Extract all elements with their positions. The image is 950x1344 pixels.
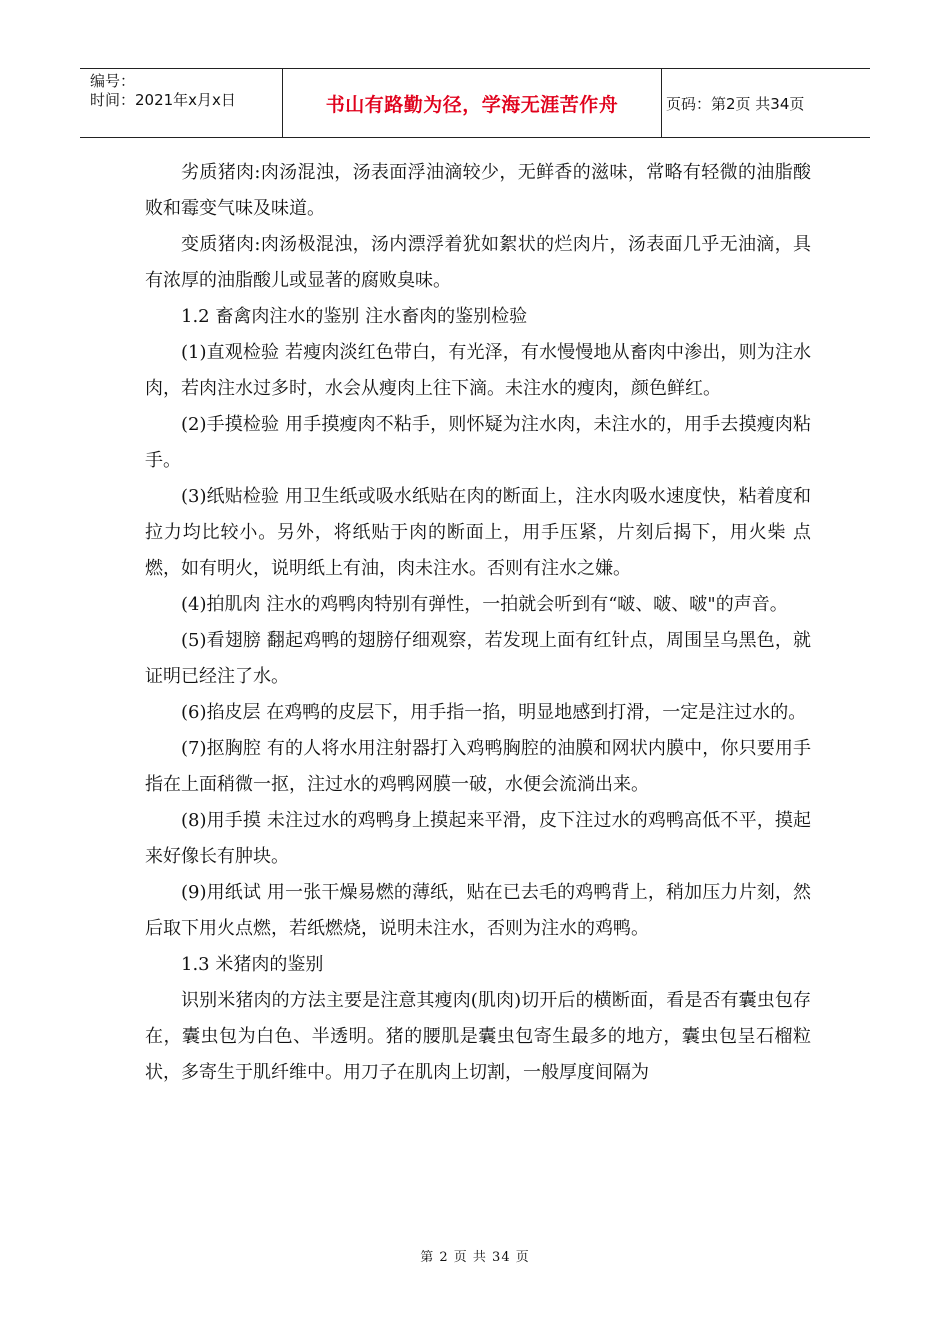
page-info: 页码：第2页 共34页 bbox=[666, 94, 805, 113]
paragraph-method-8: (8)用手摸 未注过水的鸡鸭身上摸起来平滑，皮下注过水的鸡鸭高低不平，摸起来好像长有肿块。 bbox=[145, 810, 811, 867]
paragraph-method-6: (6)掐皮层 在鸡鸭的皮层下，用手指一掐，明显地感到打滑，一定是注过水的。 bbox=[181, 702, 807, 723]
document-body bbox=[145, 155, 811, 1091]
paragraph-method-4: (4)拍肌肉 注水的鸡鸭肉特别有弹性，一拍就会听到有“啵、啵、啵"的声音。 bbox=[181, 594, 788, 615]
header-motto-cell bbox=[282, 69, 662, 137]
section-heading-1-2: 1.2 畜禽肉注水的鉴别 注水畜肉的鉴别检验 bbox=[181, 306, 528, 327]
paragraph-method-3: (3)纸贴检验 用卫生纸或吸水纸贴在肉的断面上，注水肉吸水速度快，粘着度和拉力均比较小。另外，将纸贴于肉的断面上，用手压紧，片刻后揭下，用火柴 点燃，如有明火，说明纸上有油，肉未注水。否则有注水之嫌。 bbox=[145, 486, 811, 579]
document-header bbox=[80, 68, 870, 138]
code-label: 编号： bbox=[90, 72, 136, 90]
paragraph-measly-pork: 识别米猪肉的方法主要是注意其瘦肉(肌肉)切开后的横断面，看是否有囊虫包存在，囊虫包为白色、半透明。猪的腰肌是囊虫包寄生最多的地方，囊虫包呈石榴粒 状，多寄生于肌纤维中。用刀子在肌肉上切割，一般厚度间隔为 bbox=[145, 990, 811, 1083]
motto-text: 书山有路勤为径，学海无涯苦作舟 bbox=[325, 93, 619, 116]
paragraph-method-1: (1)直观检验 若瘦肉淡红色带白，有光泽，有水慢慢地从畜肉中渗出，则为注水肉，若肉注水过多时，水会从瘦肉上往下滴。未注水的瘦肉，颜色鲜红。 bbox=[145, 342, 811, 399]
date-label: 时间：2021年x月x日 bbox=[90, 91, 236, 109]
section-heading-1-3: 1.3 米猪肉的鉴别 bbox=[181, 954, 324, 975]
page-footer: 第 2 页 共 34 页 bbox=[420, 1250, 530, 1265]
paragraph-method-2: (2)手摸检验 用手摸瘦肉不粘手，则怀疑为注水肉，未注水的，用手去摸瘦肉粘手。 bbox=[145, 414, 811, 471]
paragraph-method-7: (7)抠胸腔 有的人将水用注射器打入鸡鸭胸腔的油膜和网状内膜中，你只要用手指在上面稍微一抠，注过水的鸡鸭网膜一破，水便会流淌出来。 bbox=[145, 738, 811, 795]
paragraph-method-9: (9)用纸试 用一张干燥易燃的薄纸，贴在已去毛的鸡鸭背上，稍加压力片刻，然后取下用火点燃，若纸燃烧，说明未注水，否则为注水的鸡鸭。 bbox=[145, 882, 811, 939]
paragraph-inferior-pork: 劣质猪肉:肉汤混浊，汤表面浮油滴较少，无鲜香的滋味，常略有轻微的油脂酸败和霉变气味及味道。 bbox=[145, 162, 811, 219]
paragraph-spoiled-pork: 变质猪肉:肉汤极混浊，汤内漂浮着犹如絮状的烂肉片，汤表面几乎无油滴，具有浓厚的油脂酸儿或显著的腐败臭味。 bbox=[145, 234, 811, 291]
paragraph-method-5: (5)看翅膀 翻起鸡鸭的翅膀仔细观察，若发现上面有红针点，周围呈乌黑色，就证明已经注了水。 bbox=[145, 630, 811, 687]
header-meta-cell bbox=[80, 69, 282, 137]
header-page-cell bbox=[662, 69, 870, 137]
